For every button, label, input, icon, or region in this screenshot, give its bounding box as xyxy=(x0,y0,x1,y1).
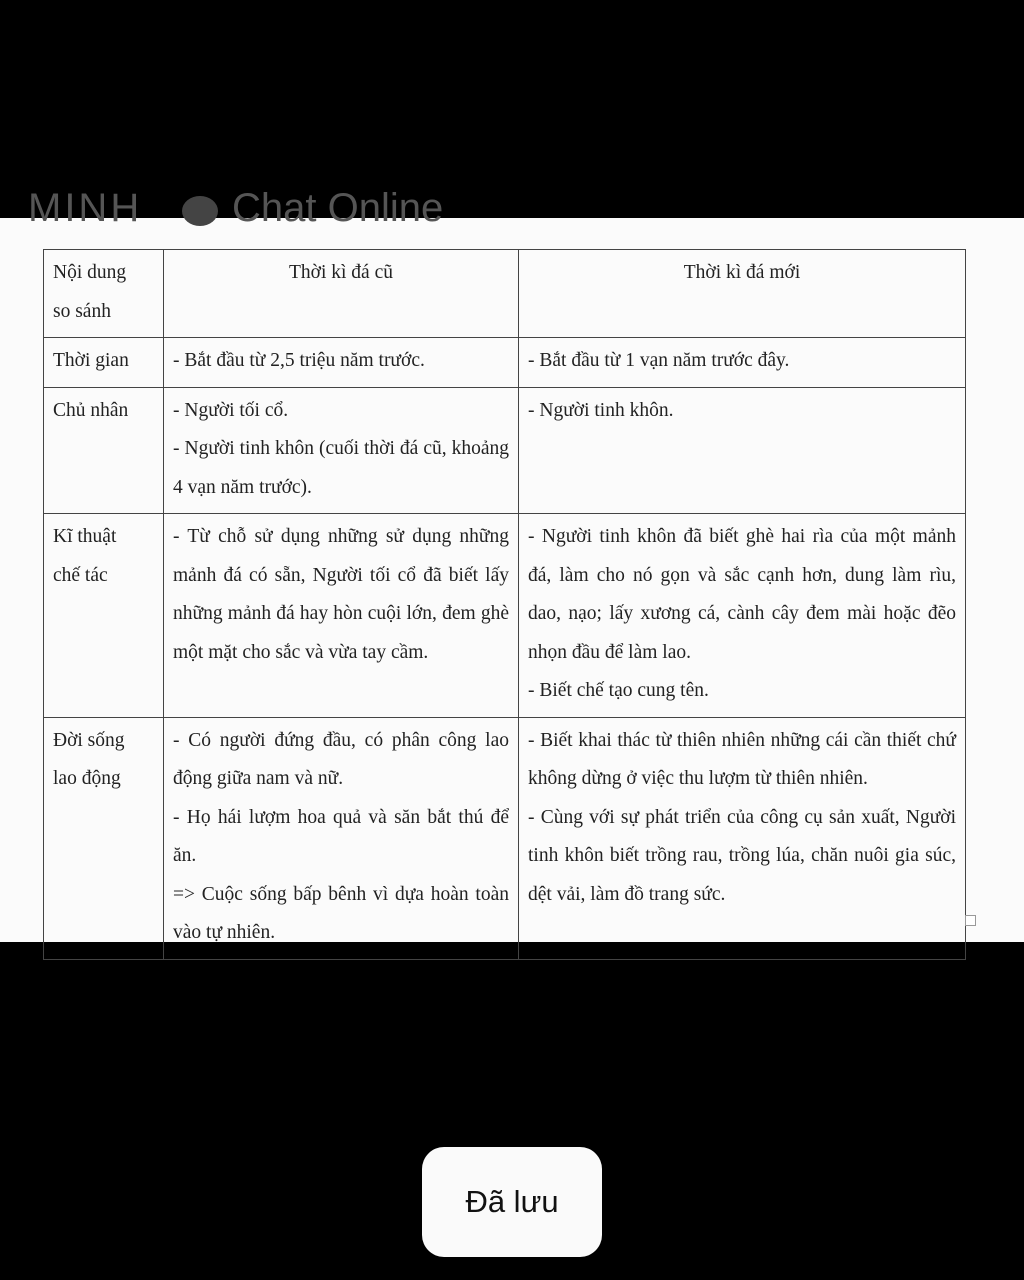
cell-paragraph: - Cùng với sự phát triển của công cụ sản xuất, Người tinh khôn biết trồng rau, trồng lúa, chăn nuôi gia súc, dệt vải, làm đồ trang sức. xyxy=(528,806,956,905)
header-cell-new-stone-age: Thời kì đá mới xyxy=(519,250,966,338)
row-label-line: lao động xyxy=(53,768,121,789)
cell-paragraph: - Có người đứng đầu, có phân công lao động giữa nam và nữ. xyxy=(173,729,509,789)
row-label-line: chế tác xyxy=(53,564,108,586)
cell-new-technique xyxy=(519,514,966,718)
header-cell-topic xyxy=(44,250,164,338)
cell-paragraph: - Bắt đầu từ 1 vạn năm trước đây. xyxy=(528,350,790,371)
row-label-labor-life xyxy=(44,717,164,959)
row-label-line: Thời gian xyxy=(53,350,129,371)
comparison-table-wrapper xyxy=(43,249,966,960)
cell-old-technique xyxy=(164,514,519,718)
cell-paragraph: - Người tối cổ. xyxy=(173,399,289,421)
saved-toast xyxy=(422,1147,602,1257)
cell-old-owner xyxy=(164,387,519,514)
table-row xyxy=(44,338,966,388)
screenshot-photo xyxy=(0,186,1024,943)
cropped-header-text: MINH xyxy=(28,186,143,230)
table-header-row xyxy=(44,250,966,338)
cell-paragraph: - Bắt đầu từ 2,5 triệu năm trước. xyxy=(173,350,425,371)
cell-new-owner xyxy=(519,387,966,514)
cell-paragraph: - Người tinh khôn đã biết ghè hai rìa của một mảnh đá, làm cho nó gọn và sắc cạnh hơn, dung làm rìu, dao, nạo; lấy xương cá, cành cây đem mài hoặc đẽo nhọn đầu để làm lao. xyxy=(528,526,956,663)
header-cell-old-stone-age: Thời kì đá cũ xyxy=(164,250,519,338)
table-row xyxy=(44,717,966,959)
row-label-technique xyxy=(44,514,164,718)
cell-paragraph: => Cuộc sống bấp bênh vì dựa hoàn toàn vào tự nhiên. xyxy=(173,883,509,943)
header-topic-line: so sánh xyxy=(53,300,111,322)
chat-bubble-icon xyxy=(182,196,218,226)
row-label-line: Chủ nhân xyxy=(53,399,129,421)
saved-toast-label: Đã lưu xyxy=(465,1184,559,1219)
cell-paragraph: - Họ hái lượm hoa quả và săn bắt thú để ăn. xyxy=(173,806,509,866)
cell-old-labor-life xyxy=(164,717,519,959)
comparison-table xyxy=(43,249,966,960)
row-label-time xyxy=(44,338,164,388)
row-label-owner xyxy=(44,387,164,514)
chat-online-label: Chat Online xyxy=(232,186,444,230)
table-resize-handle xyxy=(965,915,976,926)
row-label-line: Đời sống xyxy=(53,729,125,751)
cell-new-labor-life xyxy=(519,717,966,959)
cell-paragraph: - Biết khai thác từ thiên nhiên những cái cần thiết chứ không dừng ở việc thu lượm từ thiên nhiên. xyxy=(528,729,956,789)
table-row xyxy=(44,387,966,514)
cell-new-time xyxy=(519,338,966,388)
cell-paragraph: - Từ chỗ sử dụng những sử dụng những mảnh đá có sẵn, Người tối cổ đã biết lấy những mảnh đá hay hòn cuội lớn, đem ghè một mặt cho sắc và vừa tay cầm. xyxy=(173,526,509,663)
cell-paragraph: - Biết chế tạo cung tên. xyxy=(528,680,709,701)
cell-paragraph: - Người tinh khôn (cuối thời đá cũ, khoảng 4 vạn năm trước). xyxy=(173,438,509,498)
cell-paragraph: - Người tinh khôn. xyxy=(528,399,674,421)
header-topic-line: Nội dung xyxy=(53,262,127,283)
row-label-line: Kĩ thuật xyxy=(53,526,117,547)
table-row xyxy=(44,514,966,718)
cell-old-time xyxy=(164,338,519,388)
